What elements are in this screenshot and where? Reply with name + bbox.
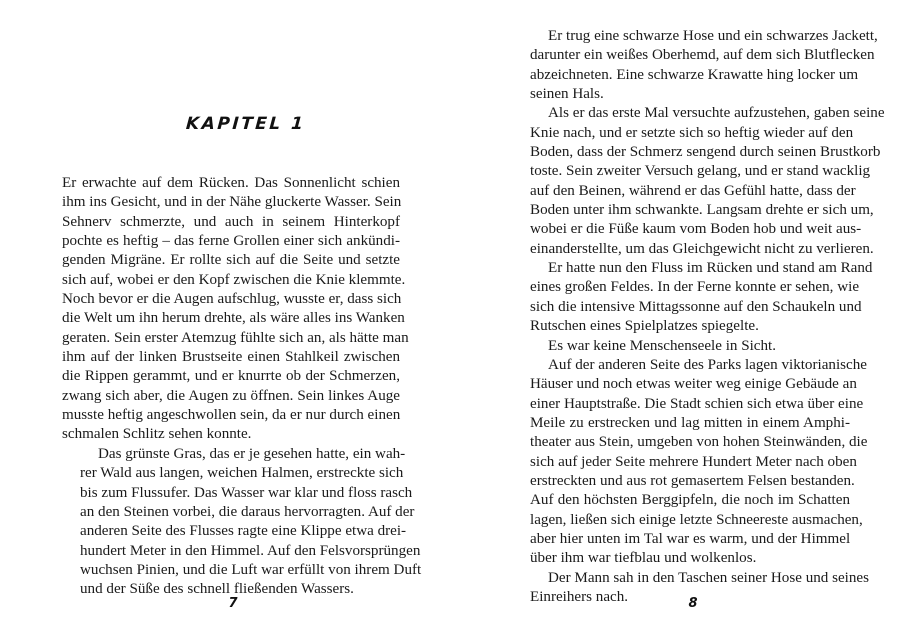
text-line: sich die intensive Mittagssonne auf den Schaukeln und — [530, 298, 862, 315]
text-line: darunter ein weißes Oberhemd, auf dem sich Blutflecken — [530, 47, 875, 64]
chapter-title: KAPITEL 1 — [185, 114, 307, 134]
text-line: hundert Meter in den Himmel. Auf den Felsvorsprüngen — [80, 542, 421, 559]
text-line: Häuser und noch etwas weiter weg einige Gebäude an — [530, 376, 857, 393]
text-line: über ihm war tiefblau und wolkenlos. — [530, 550, 757, 567]
text-line: aber hier unten im Tal war es warm, und der Himmel — [530, 530, 851, 547]
text-line: und der Süße des schnell fließenden Wassers. — [80, 581, 354, 598]
text-line: Das grünste Gras, das er je gesehen hatte, ein wah- — [98, 445, 406, 462]
paragraph — [512, 337, 850, 356]
text-line: Meile zu erstrecken und lag mitten in einem Amphi- — [530, 414, 850, 431]
text-line: Auf der anderen Seite des Parks lagen viktorianische — [548, 356, 867, 373]
page-number-left: 7 — [228, 596, 238, 611]
text-line: Es war keine Menschenseele in Sicht. — [548, 337, 777, 354]
text-line: Auf den höchsten Berggipfeln, die noch im Schatten — [530, 492, 850, 509]
text-line: wuchsen Pinien, und die Luft war erfüllt von ihrem Duft — [80, 561, 422, 578]
text-line: zwang sich aber, die Augen zu öffnen. Sein linkes Auge — [62, 387, 400, 404]
text-line: erstreckten und aus rot gemasertem Felsen bestanden. — [530, 472, 855, 489]
text-line: auf den Beinen, während er das Gefühl hatte, dass der — [530, 182, 856, 199]
text-line: Er hatte nun den Fluss im Rücken und stand am Rand — [548, 260, 873, 277]
text-line: toste. Sein zweiter Versuch gelang, und er stand wacklig — [530, 163, 871, 180]
text-line: einer Hauptstraße. Die Stadt schien sich etwa über eine — [530, 395, 864, 412]
left-page-text — [62, 174, 422, 600]
paragraph — [512, 356, 868, 569]
text-line: einanderstellte, um das Gleichgewicht nicht zu verlieren. — [530, 240, 874, 257]
text-line: Boden unter ihm schwankte. Langsam drehte er sich um, — [530, 202, 874, 219]
paragraph — [512, 27, 878, 104]
text-line: genden Migräne. Er rollte sich auf die Seite und setzte — [62, 252, 400, 269]
text-line: Sehnerv schmerzte, und auch in seinem Hinterkopf — [62, 213, 400, 230]
text-line: lagen, ließen sich einige letzte Schneereste ausmachen, — [530, 511, 863, 528]
text-line: Er erwachte auf dem Rücken. Das Sonnenlicht schien — [62, 175, 400, 191]
text-line: pochte es heftig – das ferne Grollen einer sich ankündi- — [62, 233, 400, 250]
text-line: Rutschen eines Spielplatzes spiegelte. — [530, 318, 759, 335]
right-page — [450, 0, 900, 631]
text-line: eines großen Feldes. In der Ferne konnte er sehen, wie — [530, 279, 860, 296]
text-line: seinen Hals. — [530, 86, 604, 103]
right-page-text — [512, 27, 885, 607]
text-line: rer Wald aus langen, weichen Halmen, erstreckte sich — [80, 465, 404, 482]
text-line: musste heftig angeschwollen sein, da er nur durch einen — [62, 407, 401, 424]
text-line: anderen Seite des Flusses ragte eine Klippe etwa drei- — [80, 523, 407, 540]
text-line: geraten. Sein erster Atemzug fühlte sich an, als hätte man — [62, 329, 409, 346]
text-line: wobei er die Füße kaum vom Boden hob und weit aus- — [530, 221, 862, 238]
text-line: die Rippen gerammt, und er knurrte ob der Schmerzen, — [62, 368, 400, 385]
paragraph — [62, 174, 409, 445]
text-line: Einreihers nach. — [530, 588, 629, 605]
text-line: Der Mann sah in den Taschen seiner Hose und seines — [548, 569, 869, 586]
text-line: Noch bevor er die Augen aufschlug, wusste er, dass sich — [62, 291, 402, 308]
text-line: schmalen Schlitz sehen konnte. — [62, 426, 252, 443]
text-line: sich auf, wobei er den Kopf zwischen die Knie klemmte. — [62, 271, 406, 288]
text-line: Knie nach, und er setzte sich so heftig wieder auf den — [530, 124, 854, 141]
text-line: ihm auf der linken Brustseite einen Stahlkeil zwischen — [62, 349, 400, 366]
text-line: theater aus Stein, umgeben von hohen Steinwänden, die — [530, 434, 868, 451]
paragraph — [62, 445, 422, 600]
text-line: die Welt um ihn herum drehte, als wäre alles ins Wanken — [62, 310, 405, 327]
text-line: Er trug eine schwarze Hose und ein schwarzes Jackett, — [548, 28, 878, 44]
text-line: bis zum Flussufer. Das Wasser war klar und floss rasch — [80, 484, 413, 501]
paragraph — [512, 104, 885, 259]
paragraph — [512, 259, 873, 336]
text-line: an den Steinen vorbei, die daraus hervorragten. Auf der — [80, 503, 415, 520]
text-line: abzeichneten. Eine schwarze Krawatte hing locker um — [530, 66, 859, 83]
text-line: Boden, dass der Schmerz sengend durch seinen Brustkorb — [530, 144, 881, 161]
text-line: Als er das erste Mal versuchte aufzustehen, gaben seine — [548, 105, 885, 122]
page-number-right: 8 — [688, 596, 698, 611]
text-line: sich auf jeder Seite mehrere Hundert Meter nach oben — [530, 453, 857, 470]
text-line: ihm ins Gesicht, und in der Nähe gluckerte Wasser. Sein — [62, 194, 402, 211]
